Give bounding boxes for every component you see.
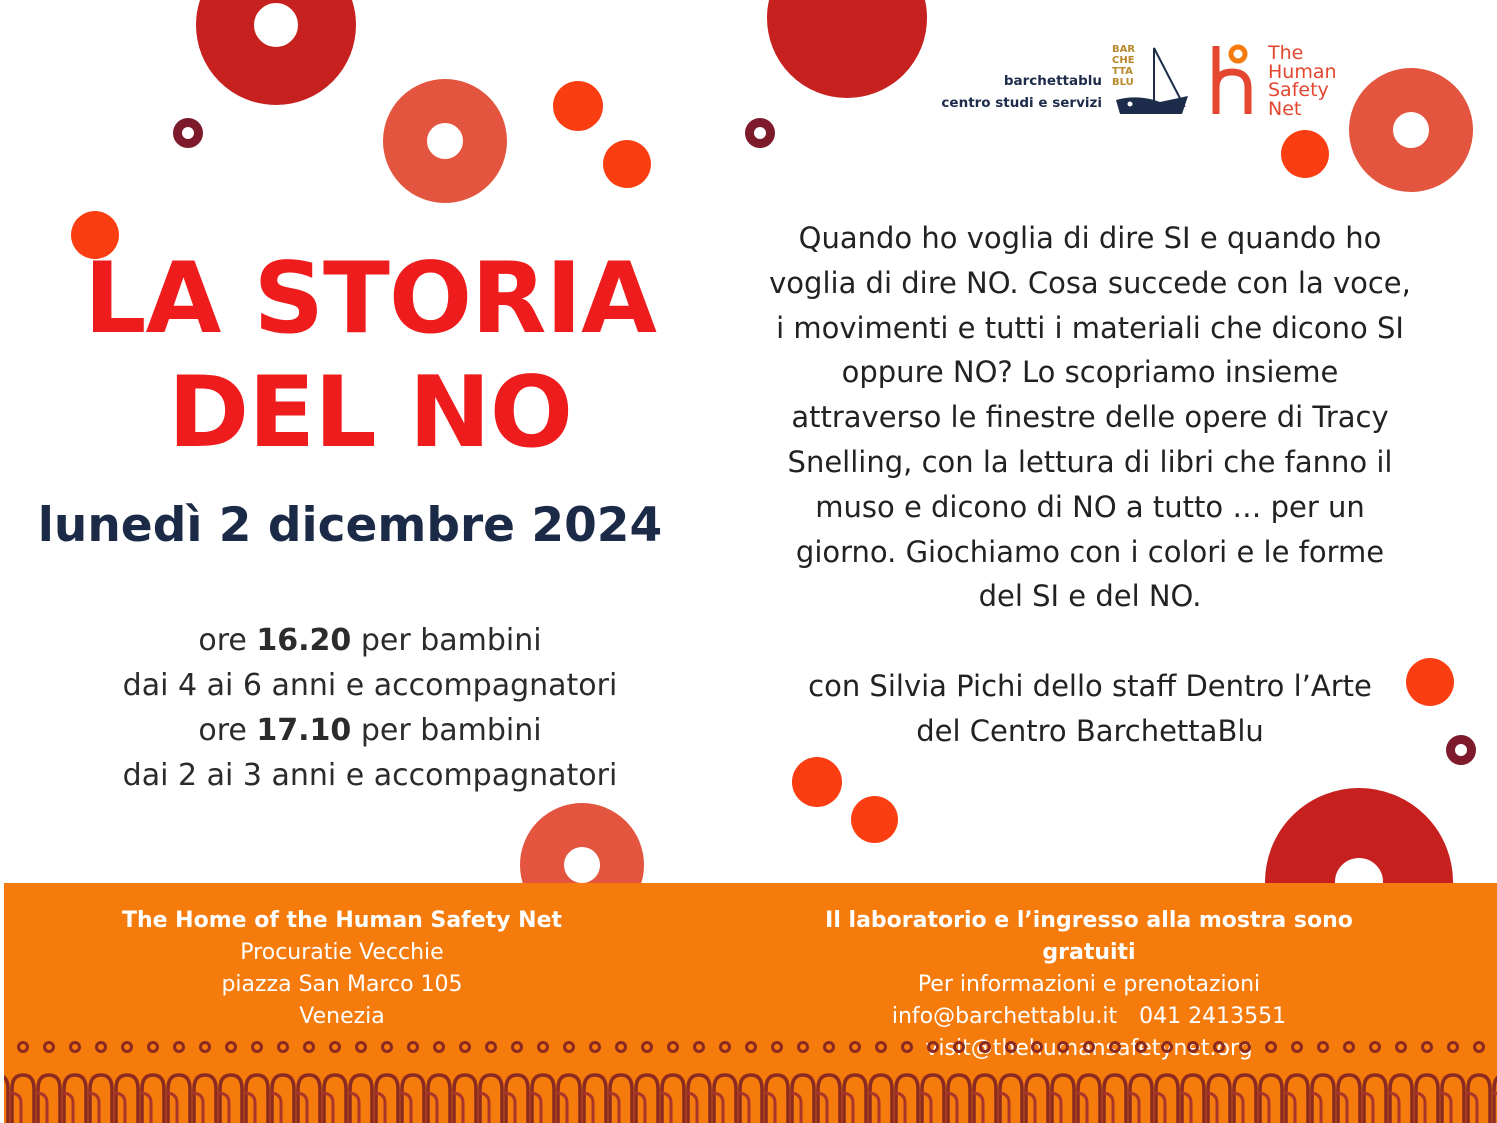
venue-block xyxy=(94,905,590,1033)
info-line: Per informazioni e prenotazioni xyxy=(917,972,1261,997)
description-line: Quando ho voglia di dire SI e quando ho xyxy=(798,221,1382,255)
info-headline: Il laboratorio e l’ingresso alla mostra sono gratuiti xyxy=(825,908,1353,965)
human-safety-net-logo-text xyxy=(1268,44,1337,118)
venue-line: Procuratie Vecchie xyxy=(240,940,444,965)
ring-top-center-dark xyxy=(767,0,927,98)
hsn-line: Safety xyxy=(1268,79,1329,101)
dot-orange xyxy=(851,796,898,843)
info-contact-line xyxy=(784,1001,1394,1033)
session-times xyxy=(40,618,700,798)
barchettablu-mark-text: BAR CHE TTA BLU xyxy=(1112,44,1136,88)
session-time: 16.20 xyxy=(256,623,352,658)
ring-small-maroon xyxy=(1446,735,1476,765)
venue-line: Venezia xyxy=(299,1004,385,1029)
description-line: muso e dicono di NO a tutto … per un xyxy=(815,489,1365,524)
session-prefix: ore xyxy=(198,623,257,658)
description-line: oppure NO? Lo scopriamo insieme xyxy=(841,355,1339,390)
ring-top-left-salmon xyxy=(383,79,507,203)
title-line: LA STORIA xyxy=(84,242,656,356)
barchettablu-name: barchettablu xyxy=(1003,73,1102,89)
event-title xyxy=(40,242,700,470)
session-prefix: ore xyxy=(198,713,257,748)
footer-arches-pattern xyxy=(4,1031,1497,1123)
dot-orange xyxy=(1281,130,1329,178)
description-line: voglia di dire NO. Cosa succede con la voce, xyxy=(769,265,1411,300)
credit-line: del Centro BarchettaBlu xyxy=(916,714,1264,748)
hsn-line: Net xyxy=(1268,97,1302,120)
description-line: giorno. Giochiamo con i colori e le forme xyxy=(795,534,1385,569)
hsn-line: Human xyxy=(1268,60,1337,83)
ring-small-maroon xyxy=(745,118,775,148)
venue-name: The Home of the Human Safety Net xyxy=(121,908,563,933)
barchettablu-logo-text xyxy=(940,70,1102,114)
event-credit xyxy=(750,664,1430,754)
session-audience: dai 2 ai 3 anni e accompagnatori xyxy=(122,758,618,793)
event-description xyxy=(750,216,1430,619)
description-line: attraverso le finestre delle opere di Tracy xyxy=(791,400,1389,435)
footer-band xyxy=(4,883,1497,1123)
ring-top-left-dark xyxy=(196,0,356,105)
venue-line: piazza San Marco 105 xyxy=(221,972,463,997)
info-phone[interactable]: 041 2413551 xyxy=(1139,1004,1287,1029)
info-email[interactable]: info@barchettablu.it xyxy=(891,1004,1118,1029)
title-line: DEL NO xyxy=(167,356,573,470)
credit-line: con Silvia Pichi dello staff Dentro l’Arte xyxy=(808,669,1372,703)
dot-orange xyxy=(553,81,603,131)
session-suffix: per bambini xyxy=(351,713,542,748)
session-audience: dai 4 ai 6 anni e accompagnatori xyxy=(122,668,618,703)
session-time: 17.10 xyxy=(256,713,352,748)
dot-orange xyxy=(792,757,842,807)
description-line: Snelling, con la lettura di libri che fanno il xyxy=(787,444,1393,479)
description-line: del SI e del NO. xyxy=(978,579,1202,614)
session-line xyxy=(40,618,700,663)
ring-small-maroon xyxy=(173,118,203,148)
event-date: lunedì 2 dicembre 2024 xyxy=(37,498,663,553)
human-safety-net-logo-icon xyxy=(1208,42,1264,116)
session-suffix: per bambini xyxy=(351,623,542,658)
session-line xyxy=(40,708,700,753)
hsn-line: The xyxy=(1268,42,1304,64)
barchettablu-boat-icon xyxy=(1108,44,1190,116)
ring-top-right-salmon xyxy=(1349,68,1473,192)
barchettablu-tagline: centro studi e servizi xyxy=(941,95,1102,111)
dot-orange xyxy=(603,140,651,188)
description-line: i movimenti e tutti i materiali che dicono SI xyxy=(776,310,1404,345)
